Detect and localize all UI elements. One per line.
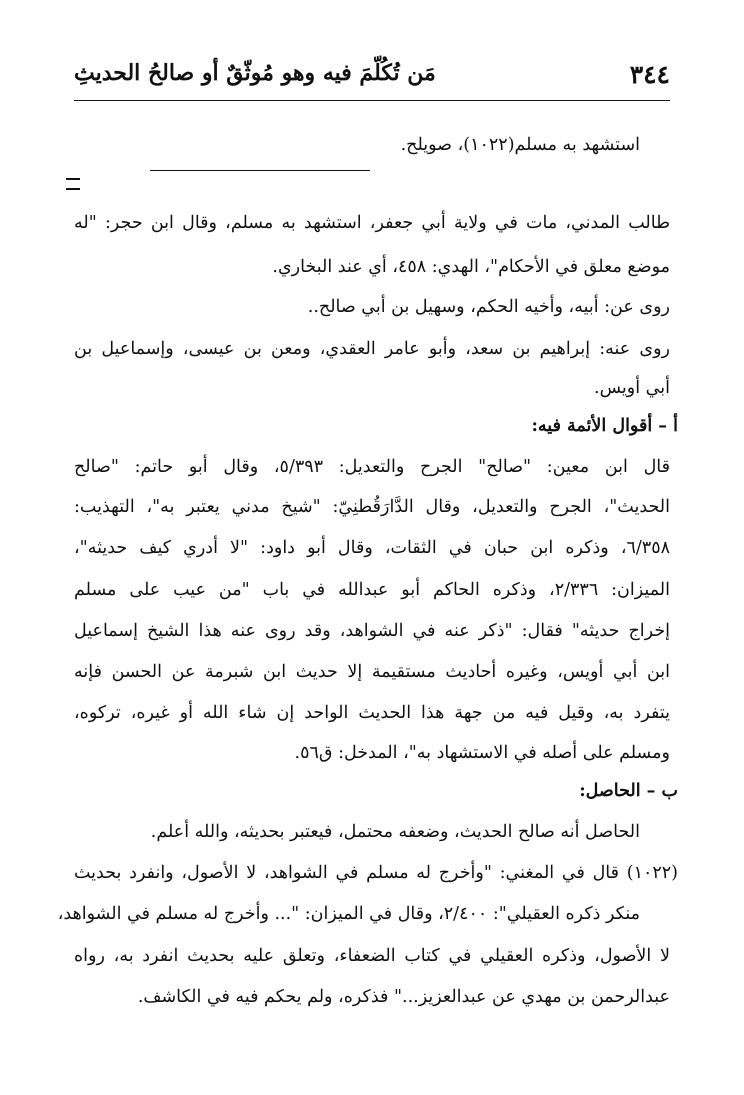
text-line: منكر ذكره العقيلي": ٢/٤٠٠، وقال في الميزان: "... وأخرج له مسلم في الشواهد، [57,904,640,924]
page-header [74,56,670,98]
continuation-mark [66,178,80,190]
text-line: استشهد به مسلم(١٠٢٢)، صويلح. [400,135,640,155]
text-line: لا الأصول، وذكره العقيلي في كتاب الضعفاء، وتعلق عليه بحديث انفرد به، رواه [74,946,670,966]
section-heading: أ – أقوال الأئمة فيه: [531,416,678,436]
text-line: موضع معلق في الأحكام"، الهدي: ٤٥٨، أي عند البخاري. [272,257,670,277]
running-title: مَن تُكُلّمَ فيه وهو مُوثّقٌ أو صالحُ الحديثِ [74,60,436,86]
text-line: يتفرد به، وقيل فيه من جهة هذا الحديث الواحد إن شاء الله أو غيره، تركوه، [74,703,670,723]
text-line: الميزان: ٢/٣٣٦، وذكره الحاكم أبو عبدالله في باب "من عيب على مسلم [74,580,671,600]
text-line: روى عنه: إبراهيم بن سعد، وأبو عامر العقدي، ومعن بن عيسى، وإسماعيل بن [74,339,670,359]
text-line: طالب المدني، مات في ولاية أبي جعفر، استشهد به مسلم، وقال ابن حجر: "له [74,213,670,233]
text-line: الحديث"، الجرح والتعديل، وقال الدَّارَقُطنِيّ: "شيخ مدني يعتبر به"، التهذيب: [74,497,670,517]
text-line: عبدالرحمن بن مهدي عن عبدالعزيز..." فذكره، ولم يحكم فيه في الكاشف. [137,987,670,1007]
text-line: قال ابن معين: "صالح" الجرح والتعديل: ٥/٣٩٣، وقال أبو حاتم: "صالح [74,457,671,477]
text-line: ومسلم على أصله في الاستشهاد به"، المدخل: ق٥٦. [294,743,670,763]
header-rule [74,100,670,101]
text-line: إخراج حديثه" فقال: "ذكر عنه في الشواهد، وقد روى عنه هذا الشيخ إسماعيل [74,621,670,641]
section-heading: ب – الحاصل: [579,781,678,801]
text-line: أبي أويس. [594,378,670,398]
text-line: ٦/٣٥٨، وذكره ابن حبان في الثقات، وقال أبو داود: "لا أدري كيف حديثه"، [74,538,670,558]
text-line: (١٠٢٢) قال في المغني: "وأخرج له مسلم في الشواهد، لا الأصول، وانفرد بحديث [74,863,678,883]
text-line: ابن أبي أويس، وغيره أحاديث مستقيمة إلا حديث ابن شبرمة عن الحسن فإنه [74,662,670,682]
text-line: الحاصل أنه صالح الحديث، وضعفه محتمل، فيعتبر بحديثه، والله أعلم. [150,822,640,842]
text-line: روى عن: أبيه، وأخيه الحكم، وسهيل بن أبي صالح.. [307,297,670,317]
footnote-separator [150,170,370,171]
page-number: ٣٤٤ [629,60,670,89]
